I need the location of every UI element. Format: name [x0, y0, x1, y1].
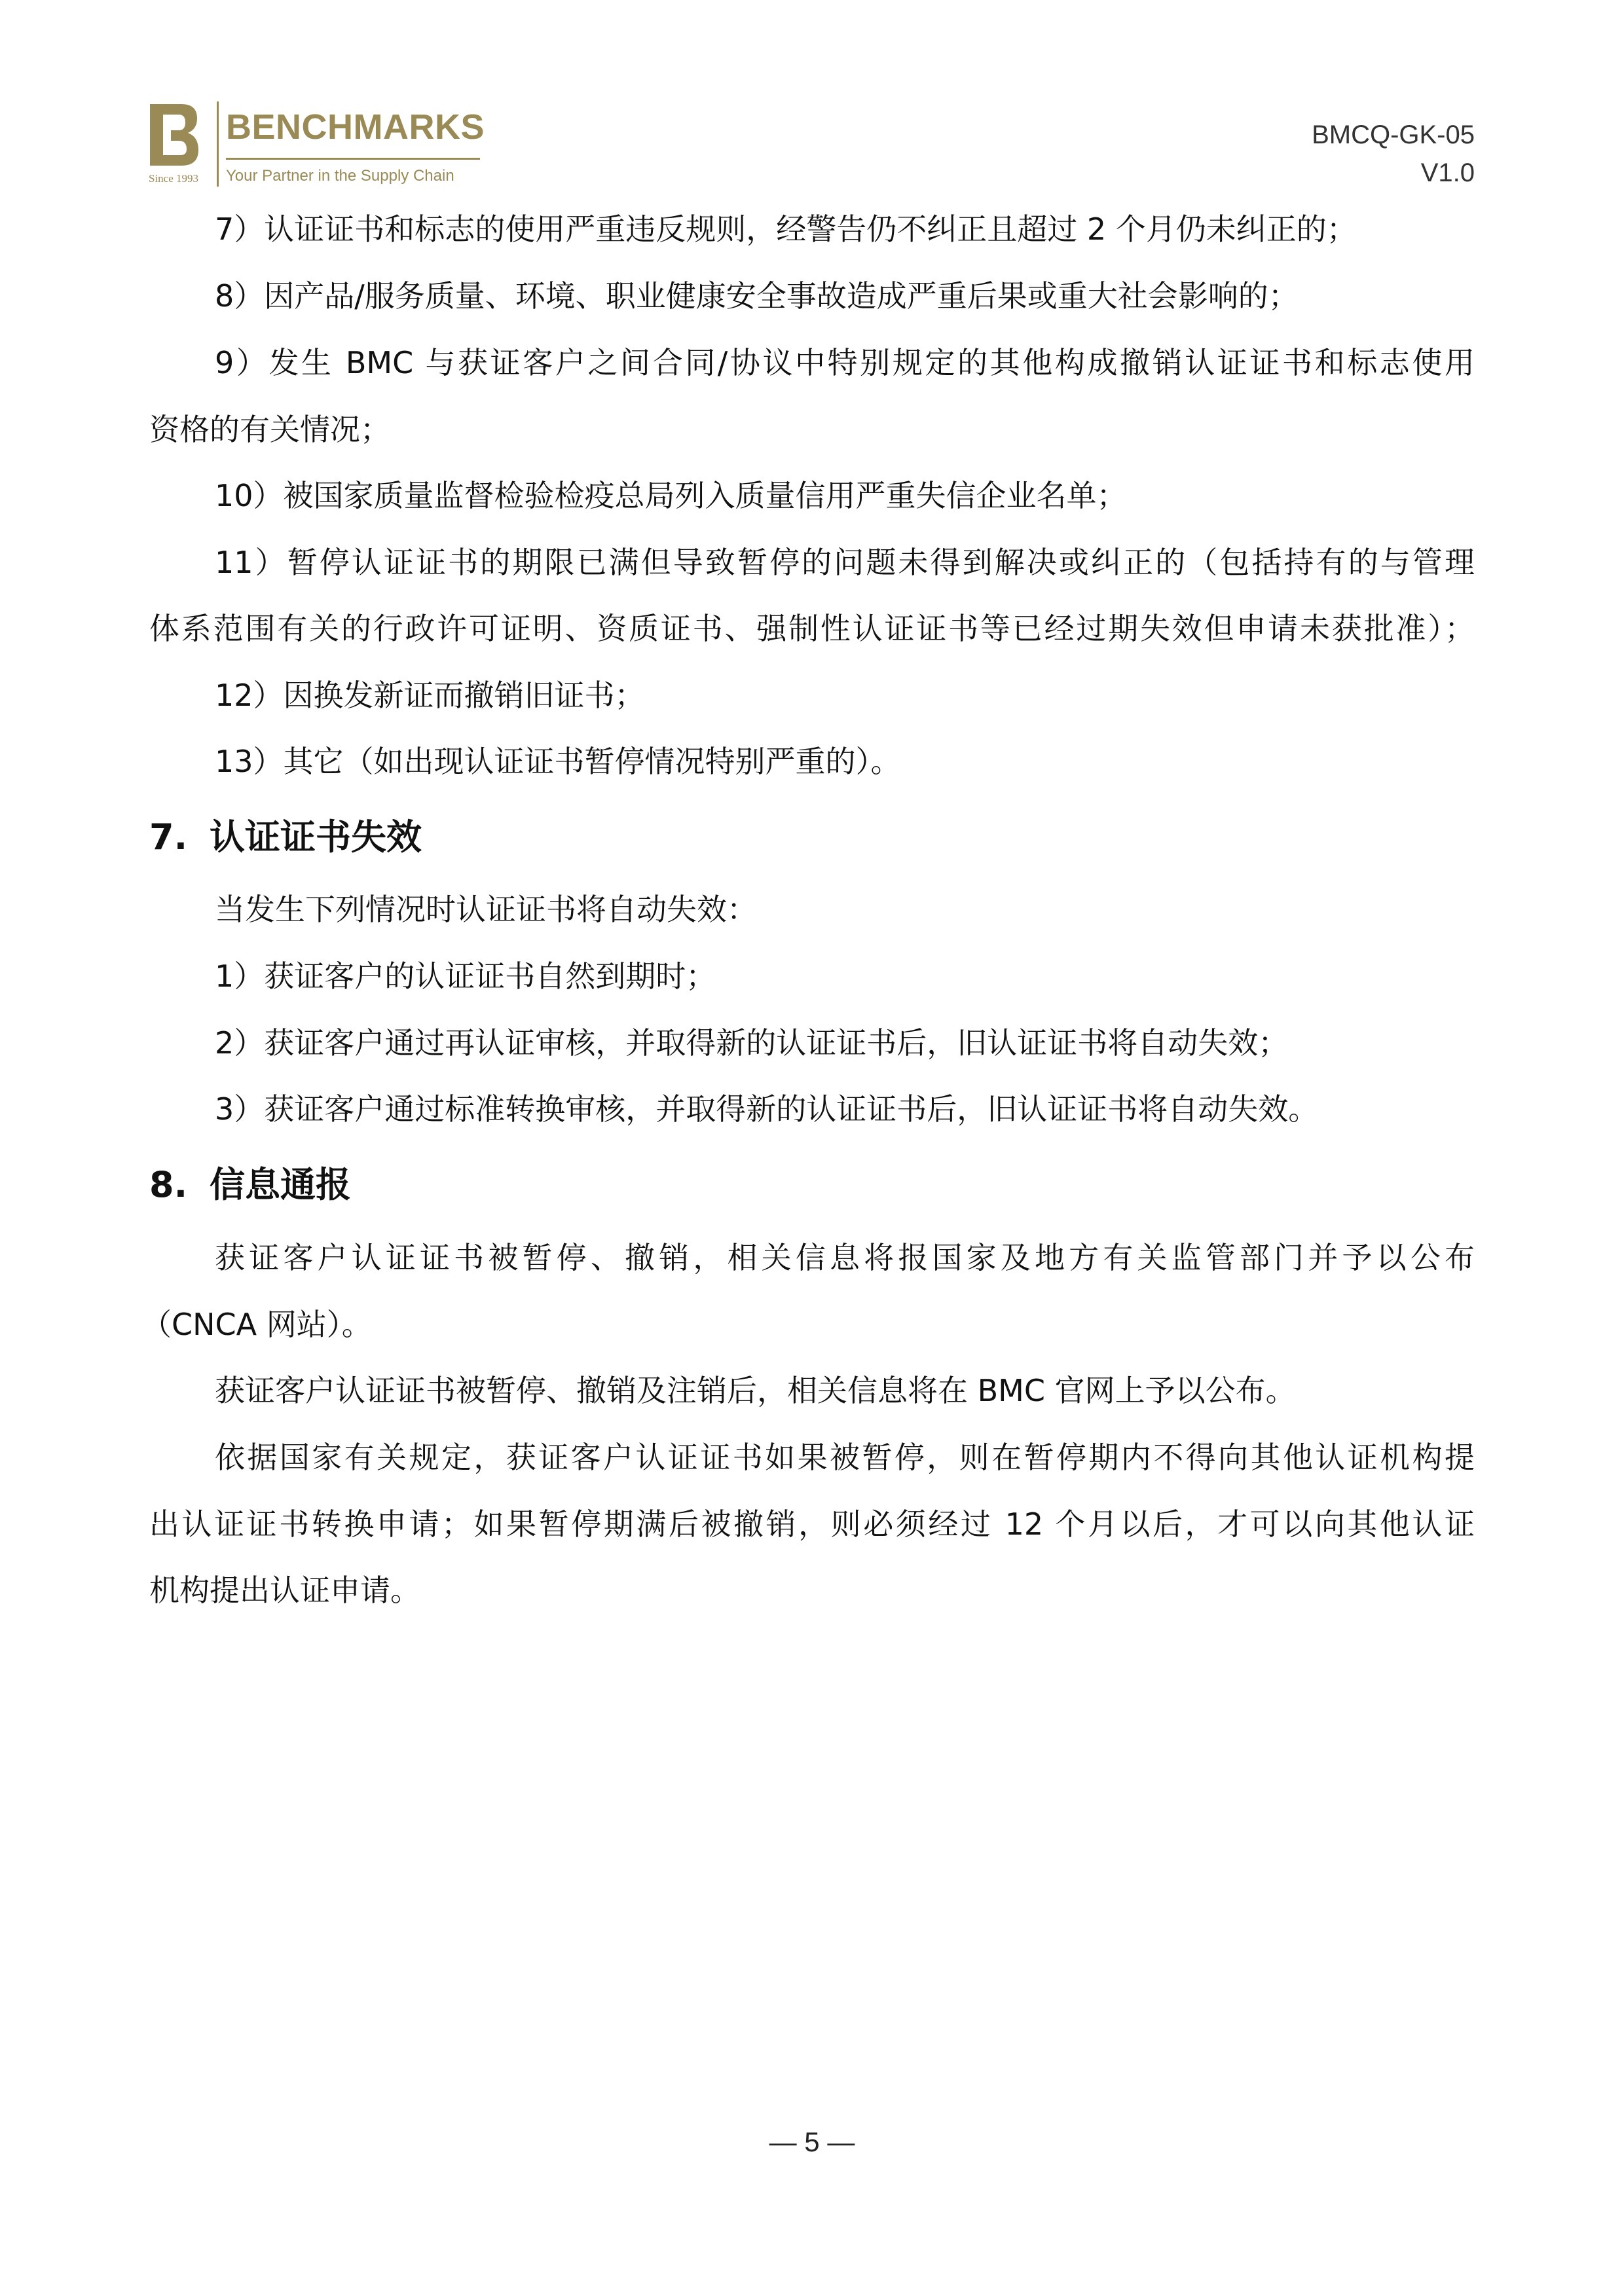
section-8-title: 信息通报	[210, 1164, 351, 1205]
logo-divider	[217, 101, 219, 187]
section-8-paragraph-1-line-1: 获证客户认证证书被暂停、撤销，相关信息将报国家及地方有关监管部门并予以公布	[215, 1240, 1475, 1275]
section-7-item-3: 3）获证客户通过标准转换审核，并取得新的认证证书后，旧认证证书将自动失效。	[215, 1091, 1319, 1127]
section-8-number: 8.	[149, 1164, 188, 1205]
revocation-item-9-line-1: 9）发生 BMC 与获证客户之间合同/协议中特别规定的其他构成撤销认证证书和标志使用	[215, 345, 1475, 380]
section-7-item-1: 1）获证客户的认证证书自然到期时；	[215, 958, 716, 994]
company-logo	[149, 101, 483, 190]
section-8-paragraph-2: 获证客户认证证书被暂停、撤销及注销后，相关信息将在 BMC 官网上予以公布。	[215, 1373, 1296, 1408]
section-7-intro: 当发生下列情况时认证证书将自动失效：	[215, 892, 757, 927]
document-code: BMCQ-GK-05	[1312, 120, 1475, 149]
revocation-item-8: 8）因产品/服务质量、环境、职业健康安全事故造成严重后果或重大社会影响的；	[215, 278, 1299, 314]
document-meta	[1312, 116, 1475, 192]
logo-tagline: Your Partner in the Supply Chain	[226, 167, 454, 185]
page-number: — 5 —	[769, 2126, 855, 2157]
benchmarks-logo-icon	[149, 103, 200, 167]
logo-wordmark: BENCHMARKS	[226, 107, 485, 147]
section-7-title: 认证证书失效	[210, 816, 422, 858]
section-8-paragraph-3-line-1: 依据国家有关规定，获证客户认证证书如果被暂停，则在暂停期内不得向其他认证机构提	[215, 1440, 1475, 1475]
revocation-item-10: 10）被国家质量监督检验检疫总局列入质量信用严重失信企业名单；	[215, 478, 1127, 513]
revocation-item-11-line-1: 11）暂停认证证书的期限已满但导致暂停的问题未得到解决或纠正的（包括持有的与管理	[215, 545, 1475, 580]
section-7-item-2: 2）获证客户通过再认证审核，并取得新的认证证书后，旧认证证书将自动失效；	[215, 1025, 1289, 1061]
revocation-item-9-line-2: 资格的有关情况；	[149, 412, 390, 447]
section-8-heading	[149, 1162, 1475, 1208]
revocation-item-7: 7）认证证书和标志的使用严重违反规则，经警告仍不纠正且超过 2 个月仍未纠正的；	[215, 211, 1357, 247]
logo-since-text: Since 1993	[149, 172, 199, 185]
section-8-paragraph-1-line-2: （CNCA 网站）。	[141, 1307, 372, 1342]
document-version: V1.0	[1420, 158, 1475, 187]
revocation-item-11-line-2: 体系范围有关的行政许可证明、资质证书、强制性认证证书等已经过期失效但申请未获批准）；	[149, 611, 1475, 646]
revocation-item-12: 12）因换发新证而撤销旧证书；	[215, 678, 645, 713]
logo-underline	[226, 158, 480, 160]
section-7-heading	[149, 814, 1475, 860]
section-7-number: 7.	[149, 816, 188, 858]
revocation-item-13: 13）其它（如出现认证证书暂停情况特别严重的）。	[215, 744, 901, 779]
section-8-paragraph-3-line-2: 出认证证书转换申请；如果暂停期满后被撤销，则必须经过 12 个月以后，才可以向其他认证	[149, 1506, 1475, 1542]
section-8-paragraph-3-line-3: 机构提出认证申请。	[149, 1573, 420, 1608]
